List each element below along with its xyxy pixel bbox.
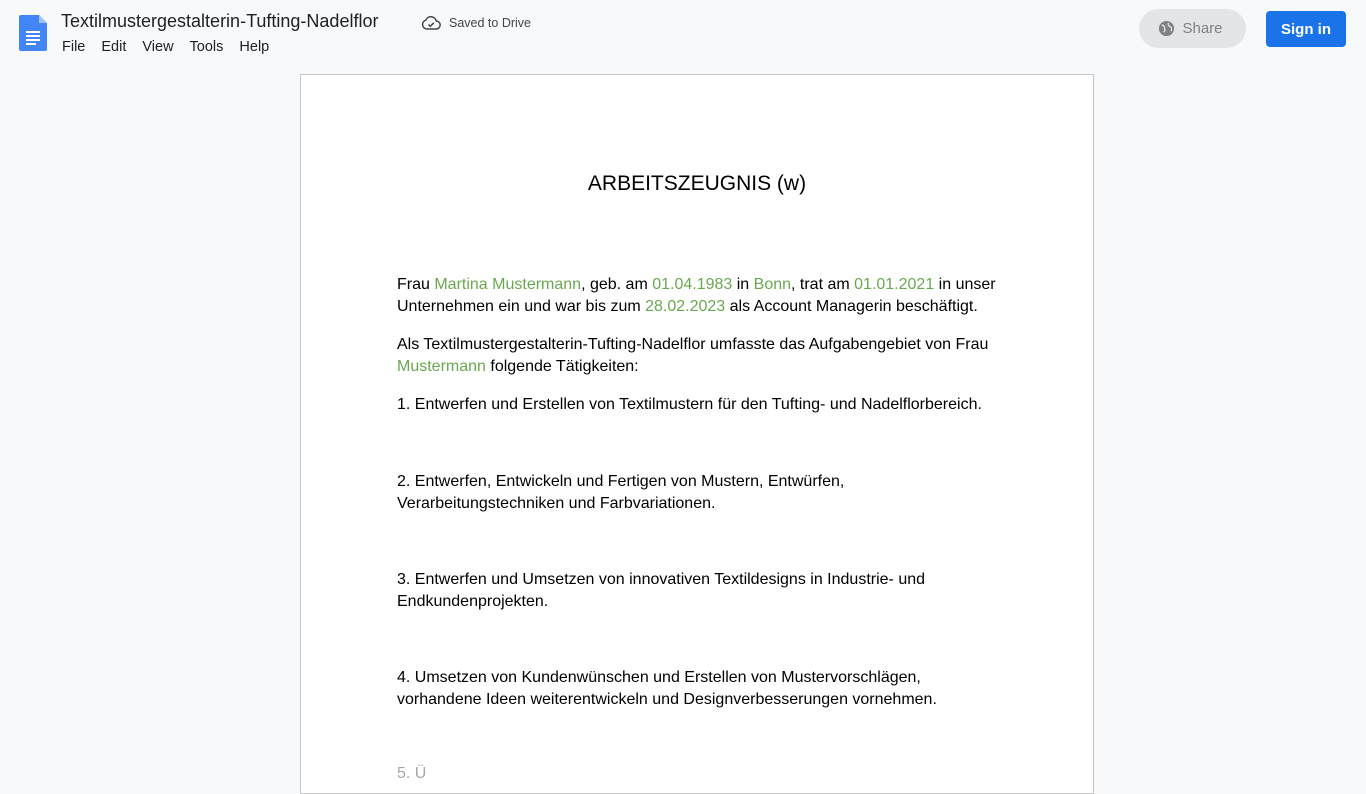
text-run: Als Textilmustergestalterin-Tufting-Nadelflor umfasste das Aufgabengebiet von Frau <box>397 336 989 353</box>
text-run: in unser Unternehmen ein und war bis zum <box>397 276 996 315</box>
employee-name: Martina Mustermann <box>434 276 582 293</box>
menu-help[interactable]: Help <box>239 39 270 55</box>
text-run: als Account Managerin beschäftigt. <box>725 298 978 315</box>
tasks-intro-paragraph <box>397 334 997 378</box>
text-run: in <box>732 276 754 293</box>
share-label: Share <box>1182 20 1223 37</box>
end-date: 28.02.2023 <box>645 298 726 315</box>
menu-view[interactable]: View <box>142 39 174 55</box>
task-item-1: 1. Entwerfen und Erstellen von Textilmustern für den Tufting- und Nadelflorbereich. <box>397 396 982 413</box>
text-run: , trat am <box>791 276 855 293</box>
sign-in-button[interactable]: Sign in <box>1266 11 1346 47</box>
document-heading: ARBEITSZEUGNIS (w) <box>587 172 807 195</box>
text-run: , geb. am <box>581 276 653 293</box>
task-item-3: 3. Entwerfen und Umsetzen von innovativen Textildesigns in Industrie- und Endkundenprojekten. <box>397 571 926 610</box>
menu-file[interactable]: File <box>62 39 86 55</box>
task-item-2: 2. Entwerfen, Entwickeln und Fertigen von Mustern, Entwürfen, Verarbeitungstechniken und Farbvariationen. <box>397 473 845 512</box>
cloud-saved-icon <box>421 15 441 31</box>
task-item-4: 4. Umsetzen von Kundenwünschen und Erstellen von Mustervorschlägen, vorhandene Ideen weiterentwickeln und Designverbesserungen vornehmen. <box>397 669 937 708</box>
docs-logo-icon[interactable] <box>19 15 49 51</box>
intro-paragraph <box>397 274 997 318</box>
birth-place: Bonn <box>753 276 792 293</box>
document-page[interactable] <box>300 74 1094 794</box>
globe-icon <box>1158 20 1175 37</box>
save-status-label: Saved to Drive <box>449 16 531 30</box>
employee-surname: Mustermann <box>397 358 486 375</box>
text-run: Frau <box>397 276 435 293</box>
share-button[interactable] <box>1139 9 1246 48</box>
task-item-5-partial: 5. Ü <box>397 765 427 782</box>
text-run: folgende Tätigkeiten: <box>485 358 639 375</box>
menu-tools[interactable]: Tools <box>189 39 224 55</box>
menu-bar <box>54 36 277 58</box>
save-status[interactable] <box>421 13 531 33</box>
start-date: 01.01.2021 <box>854 276 935 293</box>
top-bar <box>0 0 1366 64</box>
birth-date: 01.04.1983 <box>652 276 733 293</box>
document-title[interactable]: Textilmustergestalterin-Tufting-Nadelflor <box>61 11 379 31</box>
menu-edit[interactable]: Edit <box>101 39 127 55</box>
